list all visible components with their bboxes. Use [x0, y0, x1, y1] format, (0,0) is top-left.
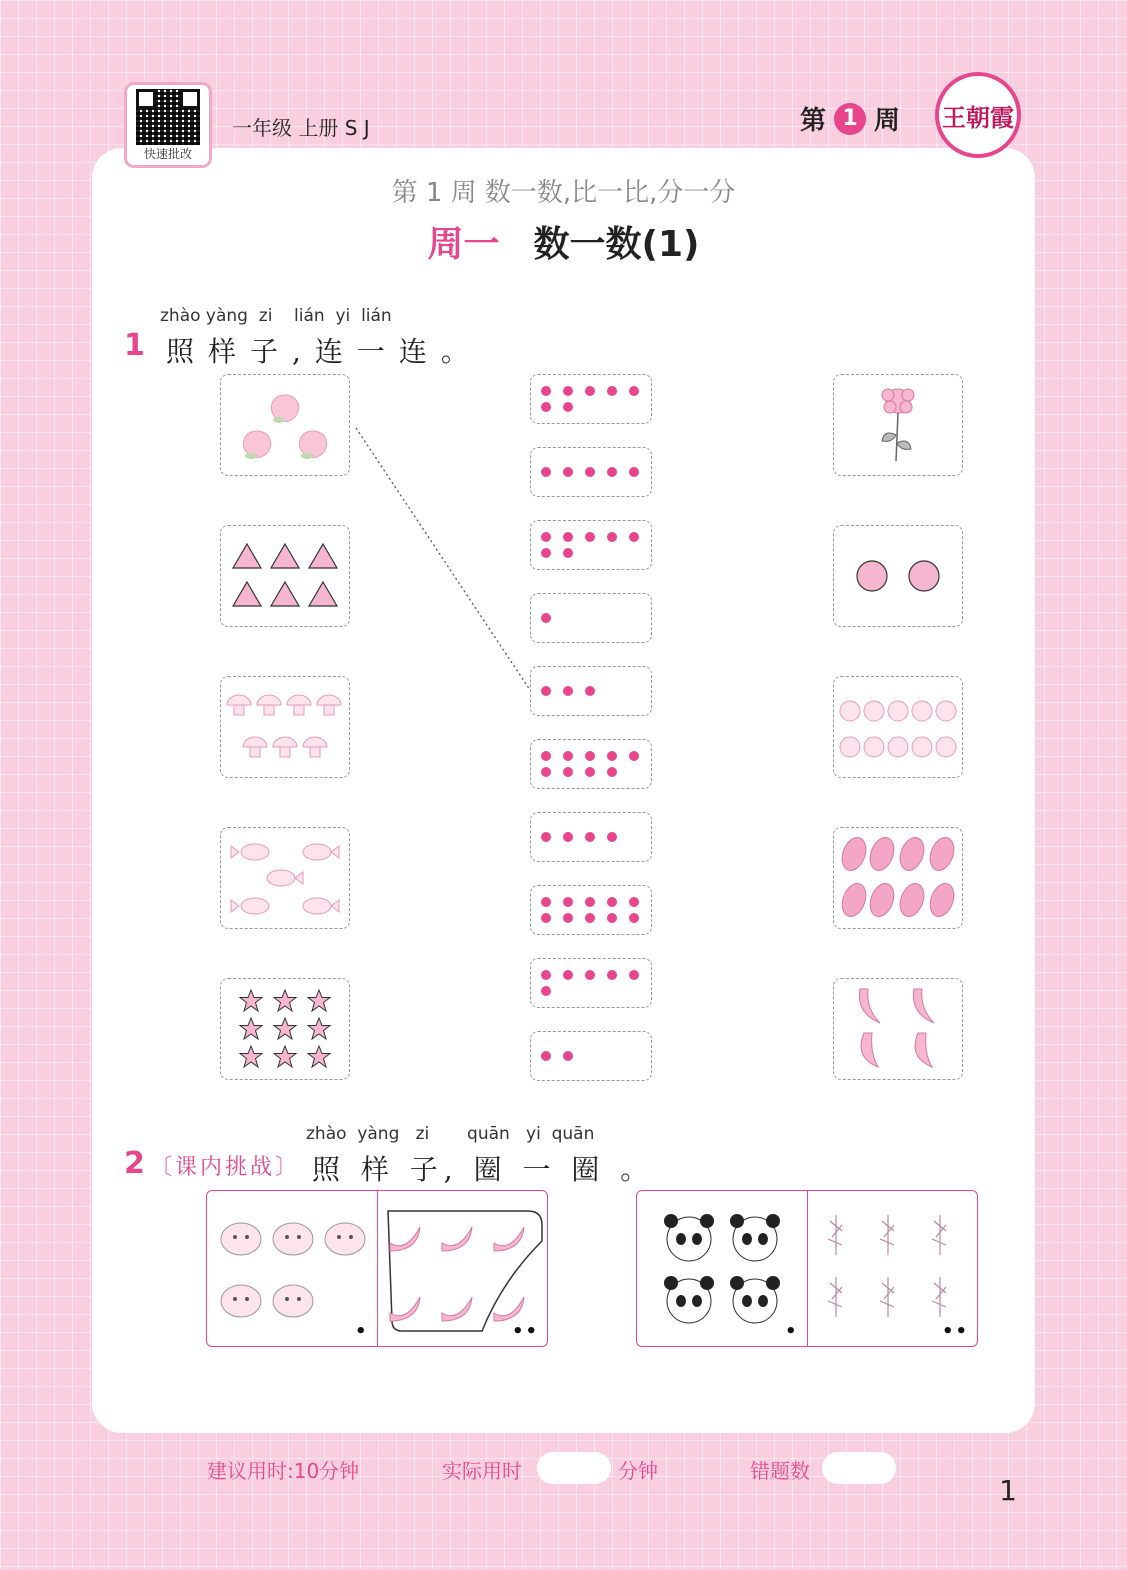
dot: [563, 402, 573, 412]
dot: [585, 386, 595, 396]
dot: [585, 532, 595, 542]
dot: [541, 767, 551, 777]
q2-panel-pigs-bananas: [206, 1190, 548, 1347]
qr-label: 快速批改: [143, 147, 192, 161]
q2-text: 照 样 子, 圈 一 圈 。: [312, 1153, 655, 1186]
dot: [563, 1051, 573, 1061]
q2-number: 2: [124, 1146, 145, 1181]
dot: [607, 467, 617, 477]
pig-hint-dots: •: [354, 1321, 369, 1342]
q2-panel-pandas-bamboo: [636, 1190, 978, 1347]
circle-group-icon: [834, 526, 962, 626]
dot: [563, 913, 573, 923]
bamboo-group-icon: [808, 1191, 976, 1341]
dot: [541, 467, 551, 477]
dot: [541, 402, 551, 412]
dot: [607, 767, 617, 777]
dot: [563, 832, 573, 842]
dot: [607, 832, 617, 842]
peach-group-icon: [221, 375, 349, 475]
dot: [607, 532, 617, 542]
dot: [541, 1051, 551, 1061]
q2-pinyin: zhào yàng zi quān yi quān: [306, 1124, 595, 1144]
right-box-flower[interactable]: [833, 374, 963, 476]
right-box-leaves[interactable]: [833, 827, 963, 929]
right-box-circles[interactable]: [833, 525, 963, 627]
suggested-time: 建议用时:10分钟: [207, 1459, 360, 1483]
star-group-icon: [221, 979, 349, 1079]
page-title: [0, 216, 1127, 267]
dot: [585, 832, 595, 842]
dot: [541, 832, 551, 842]
dot: [541, 970, 551, 980]
week-prefix: 第: [800, 106, 827, 136]
dot-card-7b[interactable]: [530, 520, 652, 570]
title-main: 数一数(1): [533, 224, 700, 265]
flower-icon: [834, 375, 962, 475]
dot: [629, 913, 639, 923]
dot: [563, 548, 573, 558]
dot: [541, 613, 551, 623]
grade-label: 一年级 上册 S J: [232, 116, 370, 140]
qr-code-box[interactable]: [124, 82, 212, 168]
dot: [541, 548, 551, 558]
dot: [563, 532, 573, 542]
q2-challenge-label: 〔课内挑战〕: [150, 1155, 301, 1180]
apple-group-icon: [834, 677, 962, 777]
dot: [629, 897, 639, 907]
dot-card-1[interactable]: [530, 593, 652, 643]
week-badge: [800, 100, 900, 137]
dot-card-5[interactable]: [530, 447, 652, 497]
right-box-bananas[interactable]: [833, 978, 963, 1080]
dot-card-7[interactable]: [530, 374, 652, 424]
q1-pinyin: zhào yàng zi lián yi lián: [160, 306, 392, 326]
dot: [607, 897, 617, 907]
dot-card-9[interactable]: [530, 739, 652, 789]
banana-group-icon: [834, 979, 962, 1079]
dot: [563, 686, 573, 696]
dot: [629, 467, 639, 477]
banana-hint-dots: ••: [511, 1321, 539, 1342]
week-number: 1: [834, 103, 866, 135]
qr-code-icon: [136, 89, 200, 145]
dot: [541, 913, 551, 923]
dot: [563, 386, 573, 396]
dot: [607, 386, 617, 396]
dot-card-2[interactable]: [530, 1031, 652, 1081]
dot: [541, 986, 551, 996]
dot: [563, 467, 573, 477]
left-box-peaches[interactable]: [220, 374, 350, 476]
left-box-stars[interactable]: [220, 978, 350, 1080]
panda-hint-dots: •: [784, 1321, 799, 1342]
pig-group-icon: [207, 1191, 375, 1341]
triangle-group-icon: [221, 526, 349, 626]
dot: [563, 751, 573, 761]
dot: [541, 897, 551, 907]
dot: [563, 970, 573, 980]
dot: [541, 751, 551, 761]
week-suffix: 周: [874, 106, 901, 136]
banana-circle-example-icon: [378, 1191, 546, 1341]
dot: [585, 913, 595, 923]
dot: [585, 970, 595, 980]
dot: [585, 467, 595, 477]
page-number: 1: [999, 1474, 1017, 1507]
dot: [585, 751, 595, 761]
page-subtitle: 第 1 周 数一数,比一比,分一分: [391, 178, 736, 208]
dot: [585, 897, 595, 907]
dot: [563, 767, 573, 777]
dot: [607, 970, 617, 980]
dot-card-3[interactable]: [530, 666, 652, 716]
mushroom-group-icon: [221, 677, 349, 777]
actual-time-input[interactable]: [537, 1452, 611, 1484]
dot: [541, 386, 551, 396]
left-box-mushrooms[interactable]: [220, 676, 350, 778]
dot: [585, 767, 595, 777]
dot: [541, 532, 551, 542]
left-box-fish[interactable]: [220, 827, 350, 929]
right-box-apples[interactable]: [833, 676, 963, 778]
leaf-group-icon: [834, 828, 962, 928]
panda-area[interactable]: [637, 1191, 807, 1346]
pig-area[interactable]: [207, 1191, 377, 1346]
banana-area[interactable]: [377, 1191, 548, 1346]
brand-logo-text: 王朝霞: [942, 102, 1014, 132]
dot-card-4[interactable]: [530, 812, 652, 862]
dot: [607, 751, 617, 761]
title-day: 周一: [427, 224, 500, 265]
bamboo-area[interactable]: [807, 1191, 978, 1346]
dot: [541, 686, 551, 696]
example-connect-line: [350, 420, 540, 700]
actual-time-label: 实际用时: [442, 1459, 522, 1483]
dot: [629, 386, 639, 396]
dot: [607, 913, 617, 923]
dot: [629, 970, 639, 980]
panda-group-icon: [637, 1191, 805, 1341]
brand-logo: [935, 72, 1021, 158]
fish-group-icon: [221, 828, 349, 928]
q1-number: 1: [124, 328, 145, 363]
dot-card-10[interactable]: [530, 885, 652, 935]
dot-card-6[interactable]: [530, 958, 652, 1008]
dot: [629, 532, 639, 542]
errors-label: 错题数: [750, 1459, 810, 1483]
minutes-label: 分钟: [618, 1459, 658, 1483]
dot: [629, 751, 639, 761]
dot: [563, 897, 573, 907]
q1-text: 照样子,连一连。: [166, 335, 483, 368]
dot: [585, 686, 595, 696]
errors-input[interactable]: [822, 1452, 896, 1484]
left-box-triangles[interactable]: [220, 525, 350, 627]
bamboo-hint-dots: ••: [941, 1321, 969, 1342]
